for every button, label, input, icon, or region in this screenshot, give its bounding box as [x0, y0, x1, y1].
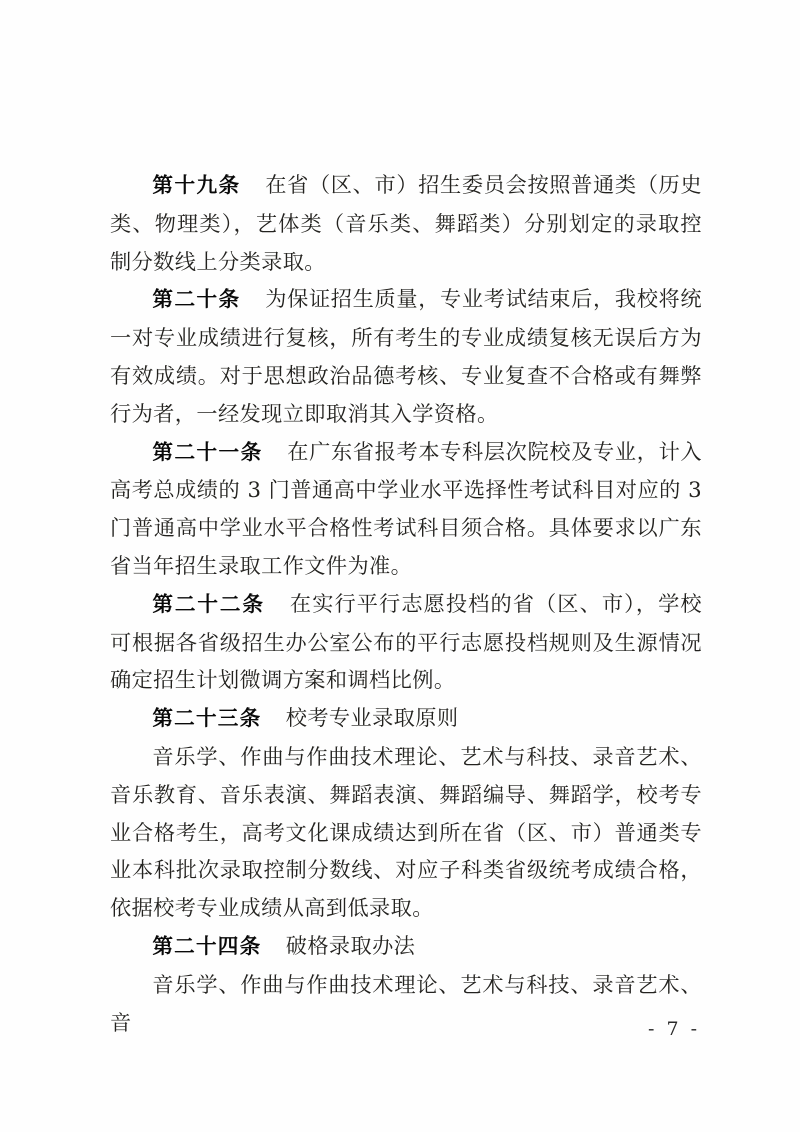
article-title-line-23	[110, 699, 702, 738]
article-paragraph-20	[110, 280, 702, 432]
article-body-19: 在省（区、市）招生委员会按照普通类（历史类、物理类），艺体类（音乐类、舞蹈类）分别划定的录取控制分数线上分类录取。	[110, 172, 702, 274]
article-label-24: 第二十四条	[152, 933, 262, 958]
article-label-19: 第十九条	[152, 173, 241, 197]
document-text-column	[110, 166, 702, 1041]
article-title-23: 校考专业录取原则	[285, 705, 459, 731]
article-paragraph-23	[110, 738, 702, 927]
article-body-23: 音乐学、作曲与作曲技术理论、艺术与科技、录音艺术、音乐教育、音乐表演、舞蹈表演、舞蹈编导、舞蹈学，校考专业合格考生，高考文化课成绩达到所在省（区、市）普通类专业本科批次录取控制分数线、对应子科类省级统考成绩合格，依据校考专业成绩从高到低录取。	[110, 743, 702, 921]
article-label-23: 第二十三条	[152, 706, 262, 731]
article-label-22: 第二十二条	[152, 591, 265, 616]
article-paragraph-22	[110, 585, 702, 699]
article-body-20: 为保证招生质量，专业考试结束后，我校将统一对专业成绩进行复核，所有考生的专业成绩复核无误后方为有效成绩。对于思想政治品德考核、专业复查不合格或有舞弊行为者，一经发现立即取消其入学资格。	[110, 286, 702, 426]
page-footer	[0, 1018, 800, 1040]
article-label-21: 第二十一条	[152, 439, 263, 464]
article-body-24: 音乐学、作曲与作曲技术理论、艺术与科技、录音艺术、音	[110, 971, 702, 1035]
page-number: - 7 -	[647, 1018, 700, 1040]
article-label-20: 第二十条	[152, 287, 241, 312]
article-paragraph-19	[110, 166, 702, 280]
article-title-24: 破格录取办法	[285, 932, 416, 958]
article-title-line-24	[110, 927, 702, 966]
article-body-21: 在广东省报考本专科层次院校及专业，计入高考总成绩的 3 门普通高中学业水平选择性考试科目对应的 3 门普通高中学业水平合格性考试科目须合格。具体要求以广东省当年招生录取工作文件为准。	[110, 438, 703, 578]
article-paragraph-21	[110, 433, 702, 585]
article-body-22: 在实行平行志愿投档的省（区、市），学校可根据各省级招生办公室公布的平行志愿投档规则及生源情况确定招生计划微调方案和调档比例。	[110, 590, 702, 693]
